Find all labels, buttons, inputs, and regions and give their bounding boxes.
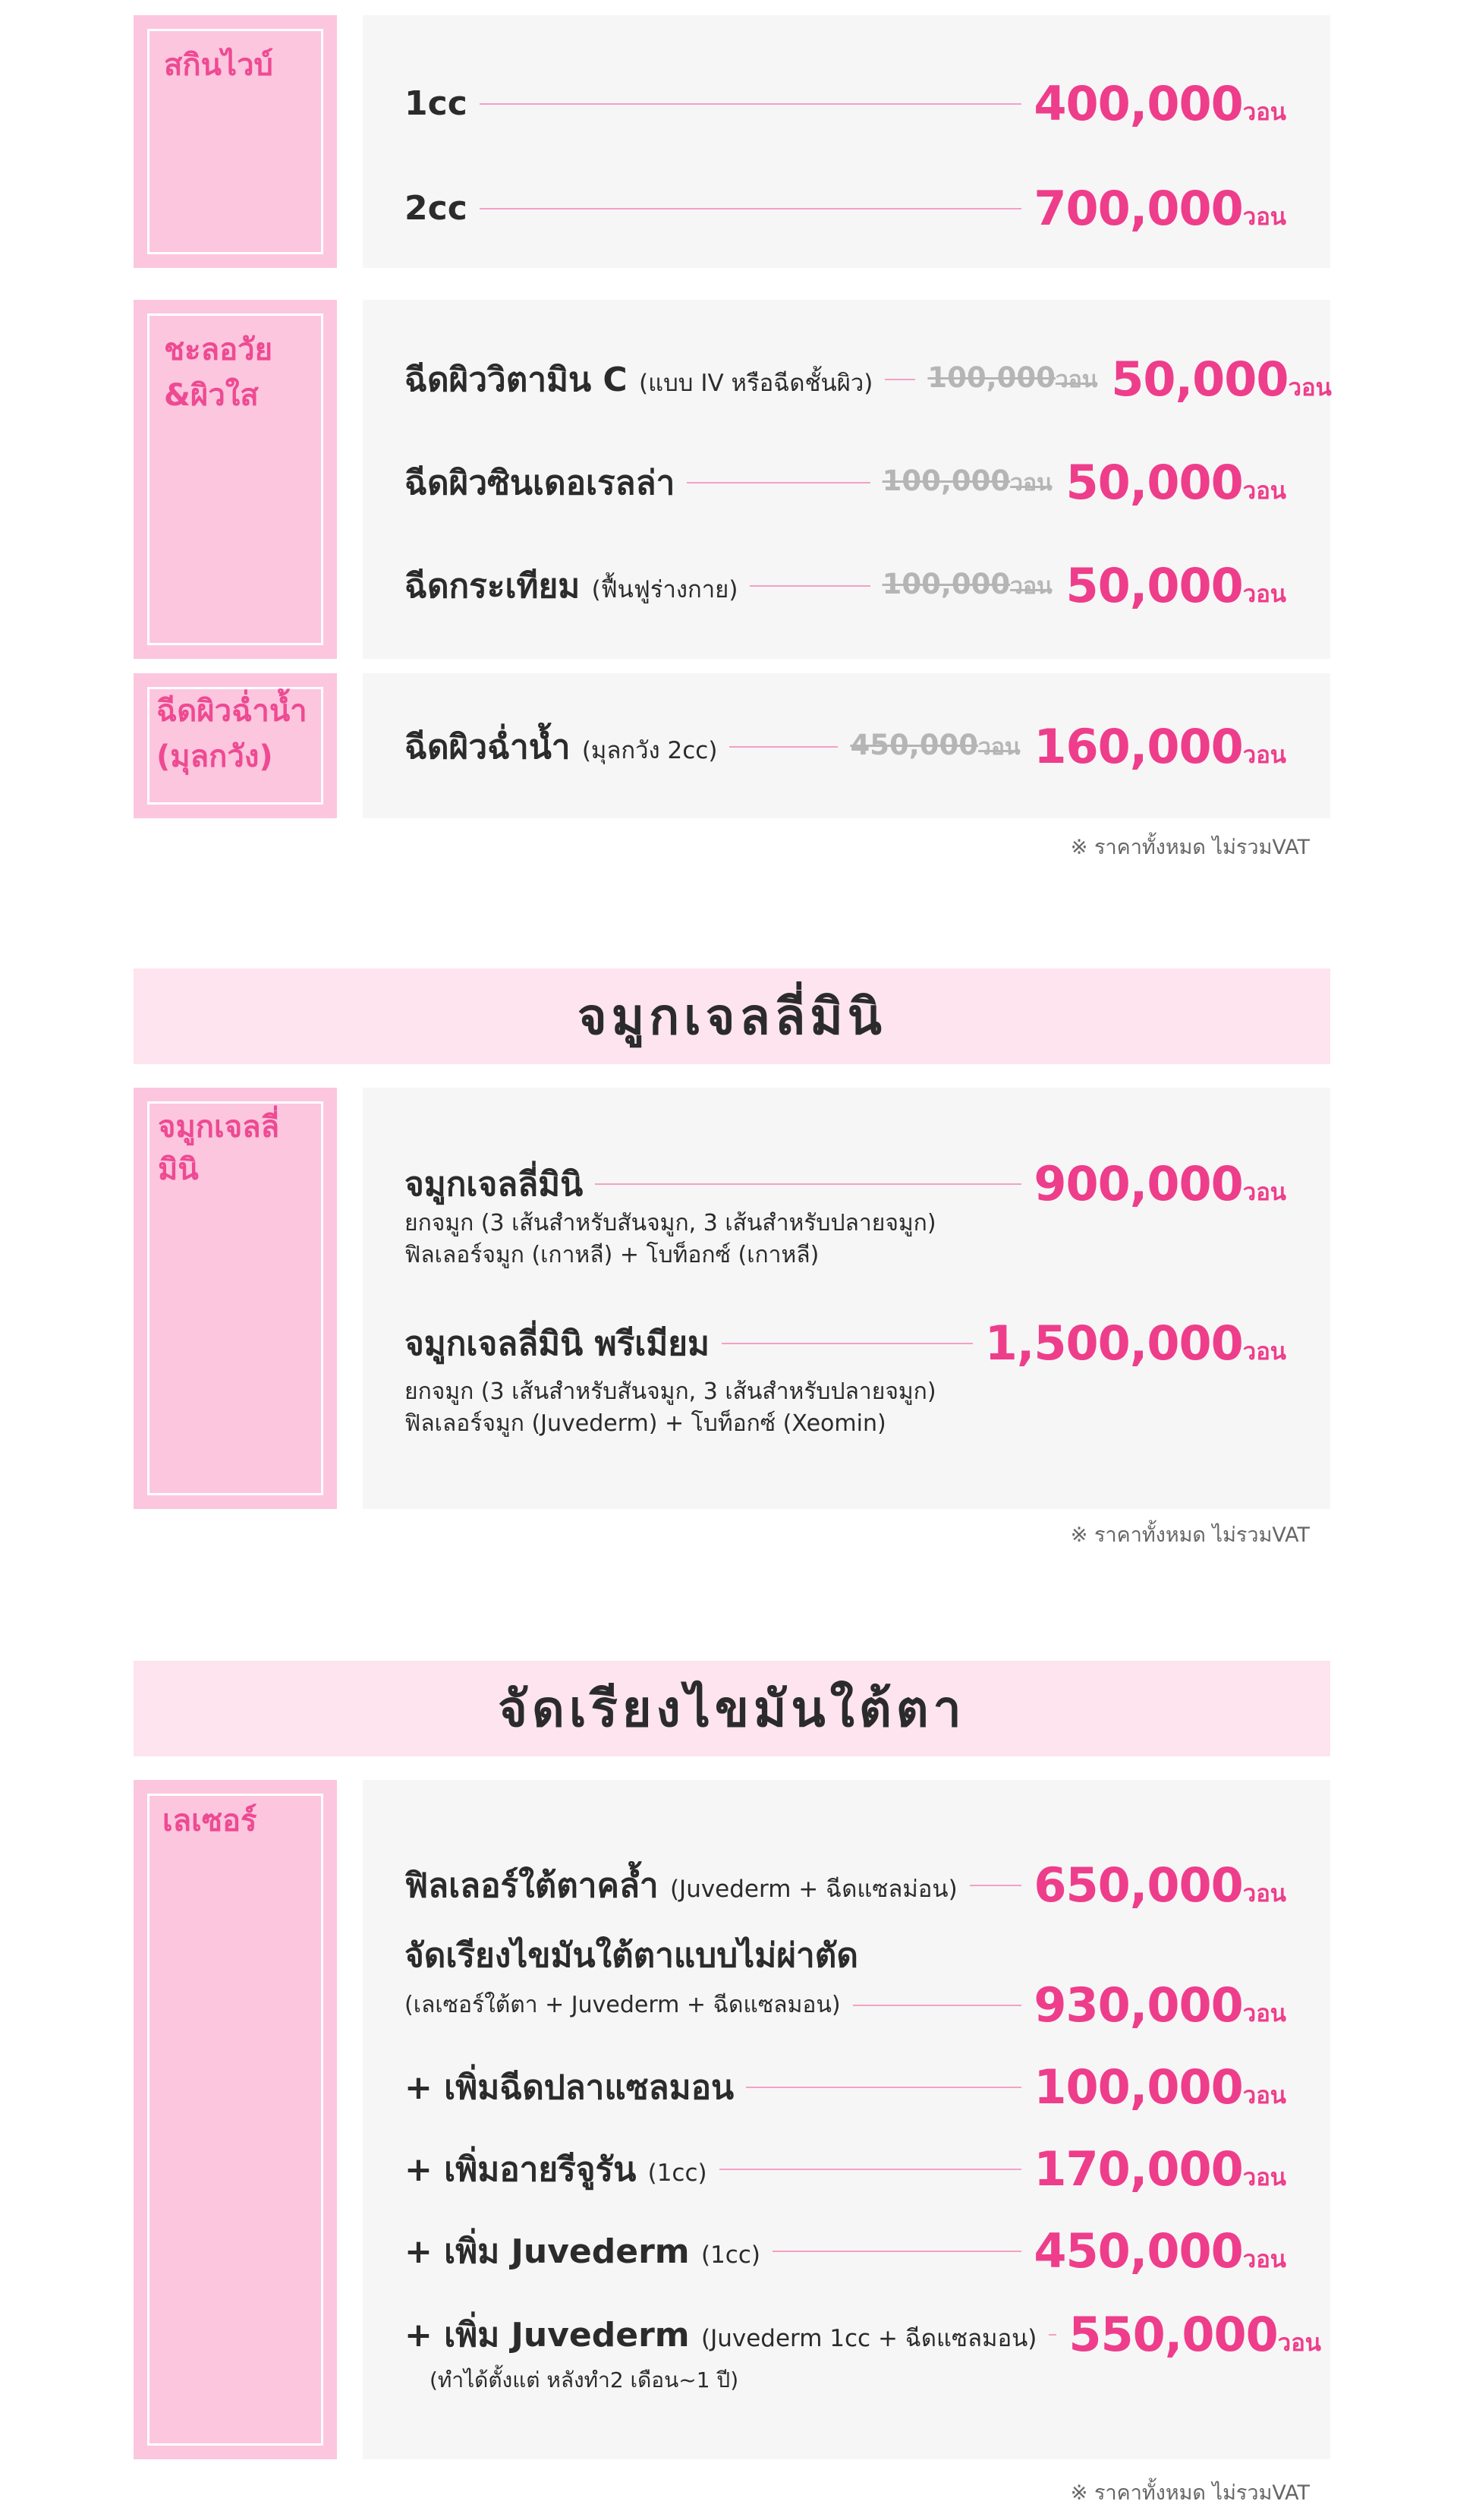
treatment-name: จัดเรียงไขมันใต้ตาแบบไม่ผ่าตัด <box>404 1936 858 1975</box>
leader-line <box>719 2169 1022 2170</box>
original-price: 100,000วอน <box>882 567 1053 600</box>
price-panel-skinvibe <box>363 15 1330 268</box>
treatment-name: ฟิลเลอร์ใต้ตาคล้ำ (Juvederm + ฉีดแซลม่อน) <box>404 1866 958 1905</box>
section-title: จัดเรียงไขมันใต้ตา <box>498 1679 966 1738</box>
category-label-glow <box>134 673 337 818</box>
price-row <box>404 2223 1286 2279</box>
price-row <box>404 455 1286 510</box>
leader-line <box>595 1183 1021 1185</box>
leader-line <box>750 585 870 587</box>
vat-note: ※ ราคาทั้งหมด ไม่รวมVAT <box>1070 2481 1310 2505</box>
price-panel-laser <box>363 1780 1330 2459</box>
treatment-name: จมูกเจลลี่มินิ <box>404 1164 584 1204</box>
vat-note: ※ ราคาทั้งหมด ไม่รวมVAT <box>1070 1523 1310 1547</box>
treatment-detail: ยกจมูก (3 เส้นสำหรับสันจมูก, 3 เส้นสำหรับปลายจมูก) <box>404 1210 936 1236</box>
section-banner-under-eye <box>134 1661 1330 1756</box>
treatment-detail: ยกจมูก (3 เส้นสำหรับสันจมูก, 3 เส้นสำหรับปลายจมูก) <box>404 1378 936 1405</box>
price-row <box>404 558 1286 613</box>
leader-line <box>1049 2334 1056 2336</box>
leader-line <box>885 379 915 380</box>
treatment-detail: ฟิลเลอร์จมูก (Juvederm) + โบท็อกซ์ (Xeomin) <box>404 1410 886 1437</box>
vat-note: ※ ราคาทั้งหมด ไม่รวมVAT <box>1070 836 1310 859</box>
price-row <box>404 2141 1286 2197</box>
leader-line <box>687 482 870 484</box>
price: 160,000วอน <box>1034 719 1286 774</box>
treatment-detail: (ทำได้ตั้งแต่ หลังทำ2 เดือน~1 ปี) <box>430 2367 739 2392</box>
section-banner-jelly-nose <box>134 969 1330 1064</box>
treatment-detail: (เลเซอร์ใต้ตา + Juvederm + ฉีดแซลมอน) <box>404 1991 841 2018</box>
price-row <box>404 1315 1286 1371</box>
treatment-name: + เพิ่ม Juvederm (Juvederm 1cc + ฉีดแซลมอน) <box>404 2315 1037 2355</box>
treatment-name: ฉีดผิววิตามิน C (แบบ IV หรือฉีดชั้นผิว) <box>404 360 873 399</box>
treatment-name: 2cc <box>404 189 467 228</box>
label-frame <box>147 1794 323 2446</box>
price-row <box>404 1857 1286 1913</box>
price: 100,000วอน <box>1034 2059 1286 2115</box>
price-row <box>404 1977 1286 2033</box>
leader-line <box>746 2087 1021 2088</box>
price-panel-jelly-nose <box>363 1088 1330 1509</box>
category-title: เลเซอร์ <box>162 1803 257 1838</box>
leader-line <box>970 1885 1022 1886</box>
category-title: จมูกเจลลี่ มินิ <box>158 1110 280 1187</box>
price-row <box>404 1156 1286 1211</box>
price: 50,000วอน <box>1111 351 1332 407</box>
treatment-name: ฉีดกระเทียม (ฟื้นฟูร่างกาย) <box>404 566 738 606</box>
treatment-name: + เพิ่มฉีดปลาแซลมอน <box>404 2068 735 2107</box>
treatment-name: + เพิ่มอายรีจูรัน (1cc) <box>404 2150 707 2189</box>
price-row <box>404 2307 1321 2362</box>
leader-line <box>773 2251 1021 2252</box>
price: 450,000วอน <box>1034 2223 1286 2279</box>
section-title: จมูกเจลลี่มินิ <box>577 987 886 1046</box>
leader-line <box>722 1343 973 1344</box>
price: 170,000วอน <box>1034 2141 1286 2197</box>
original-price: 100,000วอน <box>882 464 1053 497</box>
leader-line <box>480 103 1022 105</box>
treatment-name: ฉีดผิวซินเดอเรลล่า <box>404 463 675 502</box>
original-price: 100,000วอน <box>927 361 1098 394</box>
treatment-name: ฉีดผิวฉ่ำน้ำ (มุลกวัง 2cc) <box>404 727 718 767</box>
category-title: ชะลอวัย &ผิวใส <box>164 332 273 413</box>
category-label-antiaging <box>134 300 337 659</box>
price: 550,000วอน <box>1068 2307 1321 2362</box>
price-row <box>404 719 1286 774</box>
original-price: 450,000วอน <box>850 728 1021 761</box>
price-row <box>404 181 1286 236</box>
treatment-name: จมูกเจลลี่มินิ พรีเมียม <box>404 1324 710 1363</box>
price: 50,000วอน <box>1065 455 1286 510</box>
price: 900,000วอน <box>1034 1156 1286 1211</box>
category-label-skinvibe <box>134 15 337 268</box>
treatment-name: 1cc <box>404 84 467 123</box>
price: 1,500,000วอน <box>984 1315 1286 1371</box>
price-panel-antiaging <box>363 300 1330 659</box>
price-row <box>404 351 1332 407</box>
category-title: ฉีดผิวฉ่ำน้ำ (มุลกวัง) <box>156 694 307 774</box>
leader-line <box>853 2005 1022 2006</box>
price-row <box>404 76 1286 131</box>
leader-line <box>729 746 838 748</box>
price: 50,000วอน <box>1065 558 1286 613</box>
category-label-jelly-nose <box>134 1088 337 1509</box>
leader-line <box>480 208 1022 209</box>
treatment-detail: ฟิลเลอร์จมูก (เกาหลี) + โบท็อกซ์ (เกาหลี) <box>404 1242 820 1268</box>
treatment-name: + เพิ่ม Juvederm (1cc) <box>404 2232 760 2271</box>
price: 930,000วอน <box>1034 1977 1286 2033</box>
category-label-laser <box>134 1780 337 2459</box>
price: 700,000วอน <box>1034 181 1286 236</box>
category-title: สกินไวบ์ <box>164 48 273 83</box>
price: 650,000วอน <box>1034 1857 1286 1913</box>
price: 400,000วอน <box>1034 76 1286 131</box>
price-row <box>404 2059 1286 2115</box>
price-panel-glow <box>363 673 1330 818</box>
